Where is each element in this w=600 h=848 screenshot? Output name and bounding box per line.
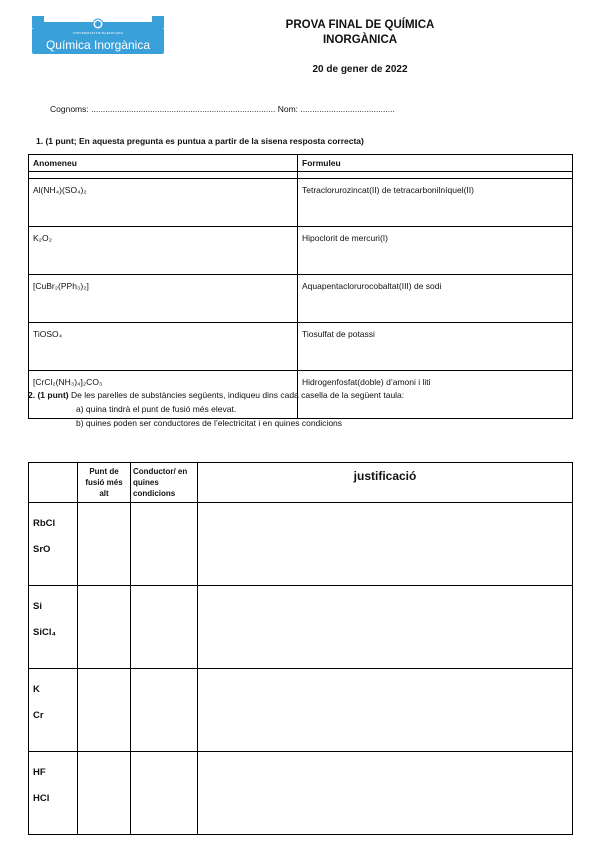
answer-cell[interactable] bbox=[131, 503, 198, 586]
answer-cell[interactable] bbox=[198, 752, 573, 835]
substance-b: SiCl₄ bbox=[33, 627, 57, 638]
formuleu-cell[interactable]: Aquapentaclorurocobaltat(III) de sodi bbox=[298, 275, 573, 323]
substance-b: Cr bbox=[33, 710, 44, 721]
q2-points: (1 punt) bbox=[37, 390, 69, 400]
substance-a: K bbox=[33, 684, 40, 695]
q1-number: 1. bbox=[36, 136, 44, 146]
table-row bbox=[29, 275, 573, 323]
title-line-1: PROVA FINAL DE QUÍMICA bbox=[285, 19, 435, 31]
substance-a: RbCl bbox=[33, 518, 56, 529]
answer-cell[interactable] bbox=[198, 669, 573, 752]
answer-cell[interactable] bbox=[131, 586, 198, 669]
q1-text: En aquesta pregunta es puntua a partir de la sisena resposta correcta) bbox=[79, 136, 364, 146]
table-row bbox=[29, 586, 573, 669]
anomeneu-cell[interactable]: [CrCl₂(NH₃)₄]₂CO₃ bbox=[29, 371, 298, 419]
q2-text: De les parelles de substàncies següents, indiqueu dins cada casella de la següent taula: bbox=[71, 390, 405, 400]
university-logo bbox=[30, 12, 166, 56]
substance-pair bbox=[29, 752, 78, 835]
col-empty bbox=[29, 463, 78, 503]
cognoms-field[interactable]: .............................................................................. bbox=[91, 104, 276, 114]
anomeneu-cell[interactable]: TiOSO₄ bbox=[29, 323, 298, 371]
question-2-heading bbox=[28, 388, 404, 430]
student-name-line bbox=[50, 104, 395, 114]
q2-sub-a: a) quina tindrà el punt de fusió més elevat. bbox=[76, 404, 237, 414]
anomeneu-cell[interactable]: [CuBr₂(PPh₃)₂] bbox=[29, 275, 298, 323]
col-anomeneu: Anomeneu bbox=[29, 155, 298, 172]
substance-pair bbox=[29, 586, 78, 669]
table-row bbox=[29, 503, 573, 586]
table-row bbox=[29, 227, 573, 275]
q2-sub-b: b) quines poden ser conductores de l’electricitat i en quines condicions bbox=[76, 418, 343, 428]
formuleu-cell[interactable]: Tetraclorurozincat(II) de tetracarbonilníquel(II) bbox=[298, 179, 573, 227]
formuleu-cell[interactable]: Tiosulfat de potassi bbox=[298, 323, 573, 371]
page-title bbox=[240, 18, 480, 48]
cognoms-label: Cognoms: bbox=[50, 104, 89, 114]
question-1-heading bbox=[36, 136, 364, 146]
anomeneu-cell[interactable]: Al(NH₄)(SO₄)₂ bbox=[29, 179, 298, 227]
substance-a: Si bbox=[33, 601, 42, 612]
answer-cell[interactable] bbox=[198, 586, 573, 669]
nom-label: Nom: bbox=[277, 104, 299, 114]
table-row bbox=[29, 752, 573, 835]
substance-b: SrO bbox=[33, 544, 51, 555]
exam-date: 20 de gener de 2022 bbox=[312, 64, 408, 75]
nomenclature-table bbox=[28, 154, 573, 419]
answer-cell[interactable] bbox=[131, 669, 198, 752]
logo-name-text: Química Inorgànica bbox=[45, 38, 151, 52]
answer-cell[interactable] bbox=[78, 503, 131, 586]
title-line-2: INORGÀNICA bbox=[322, 34, 398, 46]
substance-pair bbox=[29, 503, 78, 586]
col-justificacio: justificació bbox=[198, 463, 573, 503]
logo-university-text: UNIVERSITAT DE BARCELONA bbox=[72, 31, 124, 35]
anomeneu-cell[interactable]: K₂O₂ bbox=[29, 227, 298, 275]
answer-cell[interactable] bbox=[78, 752, 131, 835]
answer-cell[interactable] bbox=[131, 752, 198, 835]
answer-cell[interactable] bbox=[198, 503, 573, 586]
formuleu-cell[interactable]: Hipoclorit de mercuri(I) bbox=[298, 227, 573, 275]
table-row bbox=[29, 323, 573, 371]
q1-points: (1 punt; bbox=[45, 136, 77, 146]
logo-badge-icon bbox=[30, 12, 166, 56]
substance-pair bbox=[29, 669, 78, 752]
properties-table bbox=[28, 462, 573, 835]
table-row bbox=[29, 669, 573, 752]
substance-a: HF bbox=[33, 767, 46, 778]
formuleu-cell[interactable]: Hidrogenfosfat(doble) d’amoni i liti bbox=[298, 371, 573, 419]
nom-field[interactable]: ........................................ bbox=[300, 104, 395, 114]
q2-number: 2. bbox=[28, 390, 36, 400]
col-conductor: Conductor/ en quines condicions bbox=[131, 463, 198, 503]
substance-b: HCl bbox=[33, 793, 50, 804]
col-formuleu: Formuleu bbox=[298, 155, 573, 172]
answer-cell[interactable] bbox=[78, 586, 131, 669]
answer-cell[interactable] bbox=[78, 669, 131, 752]
table-row bbox=[29, 179, 573, 227]
col-punt-fusio: Punt de fusió més alt bbox=[78, 463, 131, 503]
